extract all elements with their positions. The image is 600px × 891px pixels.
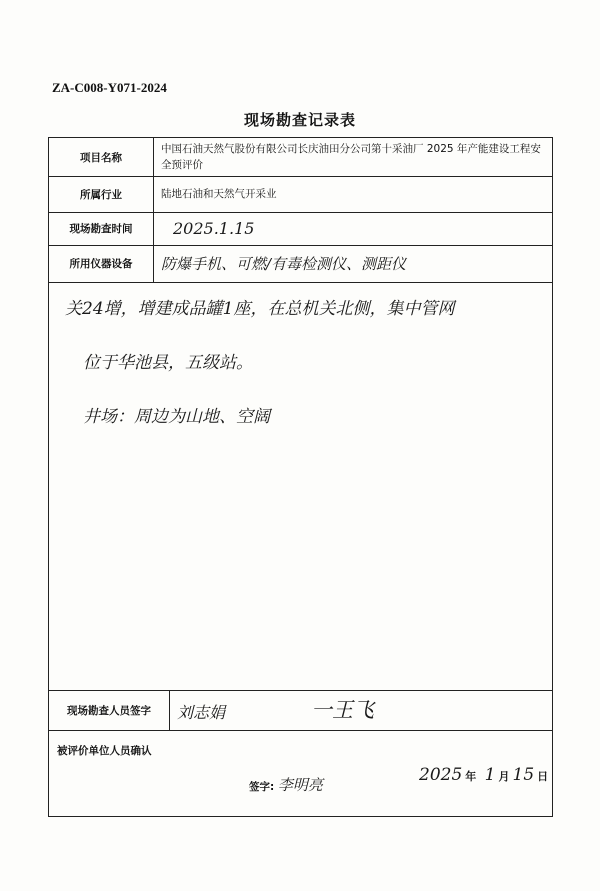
label-instruments: 所用仪器设备 (49, 245, 154, 282)
sign-prefix-text: 签字: (249, 781, 275, 793)
value-project-name: 中国石油天然气股份有限公司长庆油田分公司第十采油厂 2025 年产能建设工程安全预评价 (161, 143, 541, 171)
date-unit-month: 月 (498, 770, 510, 783)
row-instruments (49, 245, 552, 283)
label-confirmation: 被评价单位人员确认 (57, 745, 152, 757)
label-project-name: 项目名称 (49, 138, 154, 176)
sign-prefix (249, 774, 323, 795)
date-day: 15 (512, 765, 535, 785)
survey-record-table (48, 137, 553, 817)
row-survey-time (49, 212, 552, 246)
row-industry (49, 176, 552, 213)
date-unit-year: 年 (465, 770, 477, 783)
note-line-2: 位于华池县，五级站。 (83, 353, 253, 373)
surveyor-signature-names: 刘志娟 (177, 703, 226, 722)
document-title: 现场勘查记录表 (243, 111, 356, 129)
date-year: 2025 (419, 765, 463, 785)
date-unit-day: 日 (537, 770, 549, 783)
row-project-name (49, 138, 552, 177)
row-surveyor-signature (49, 690, 552, 731)
note-line-3: 井场：周边为山地、空阔 (83, 407, 270, 427)
label-survey-time: 现场勘查时间 (49, 212, 154, 245)
surveyor-second-signature: 一王飞 (311, 698, 374, 722)
date-month: 1 (484, 765, 496, 785)
value-instruments: 防爆手机、可燃/有毒检测仪、测距仪 (161, 254, 407, 273)
document-code: ZA-C008-Y071-2024 (52, 80, 167, 95)
value-industry: 陆地石油和天然气开采业 (161, 188, 277, 200)
label-surveyor-signature: 现场勘查人员签字 (49, 690, 170, 730)
confirmation-date (419, 765, 551, 785)
note-line-1: 关24增，增建成品罐1座，在总机关北侧，集中管网 (65, 299, 455, 319)
handwritten-notes-area (49, 282, 552, 691)
label-industry: 所属行业 (49, 176, 154, 212)
value-survey-time: 2025.1.15 (173, 218, 255, 238)
confirmation-signer: 李明亮 (277, 776, 323, 794)
